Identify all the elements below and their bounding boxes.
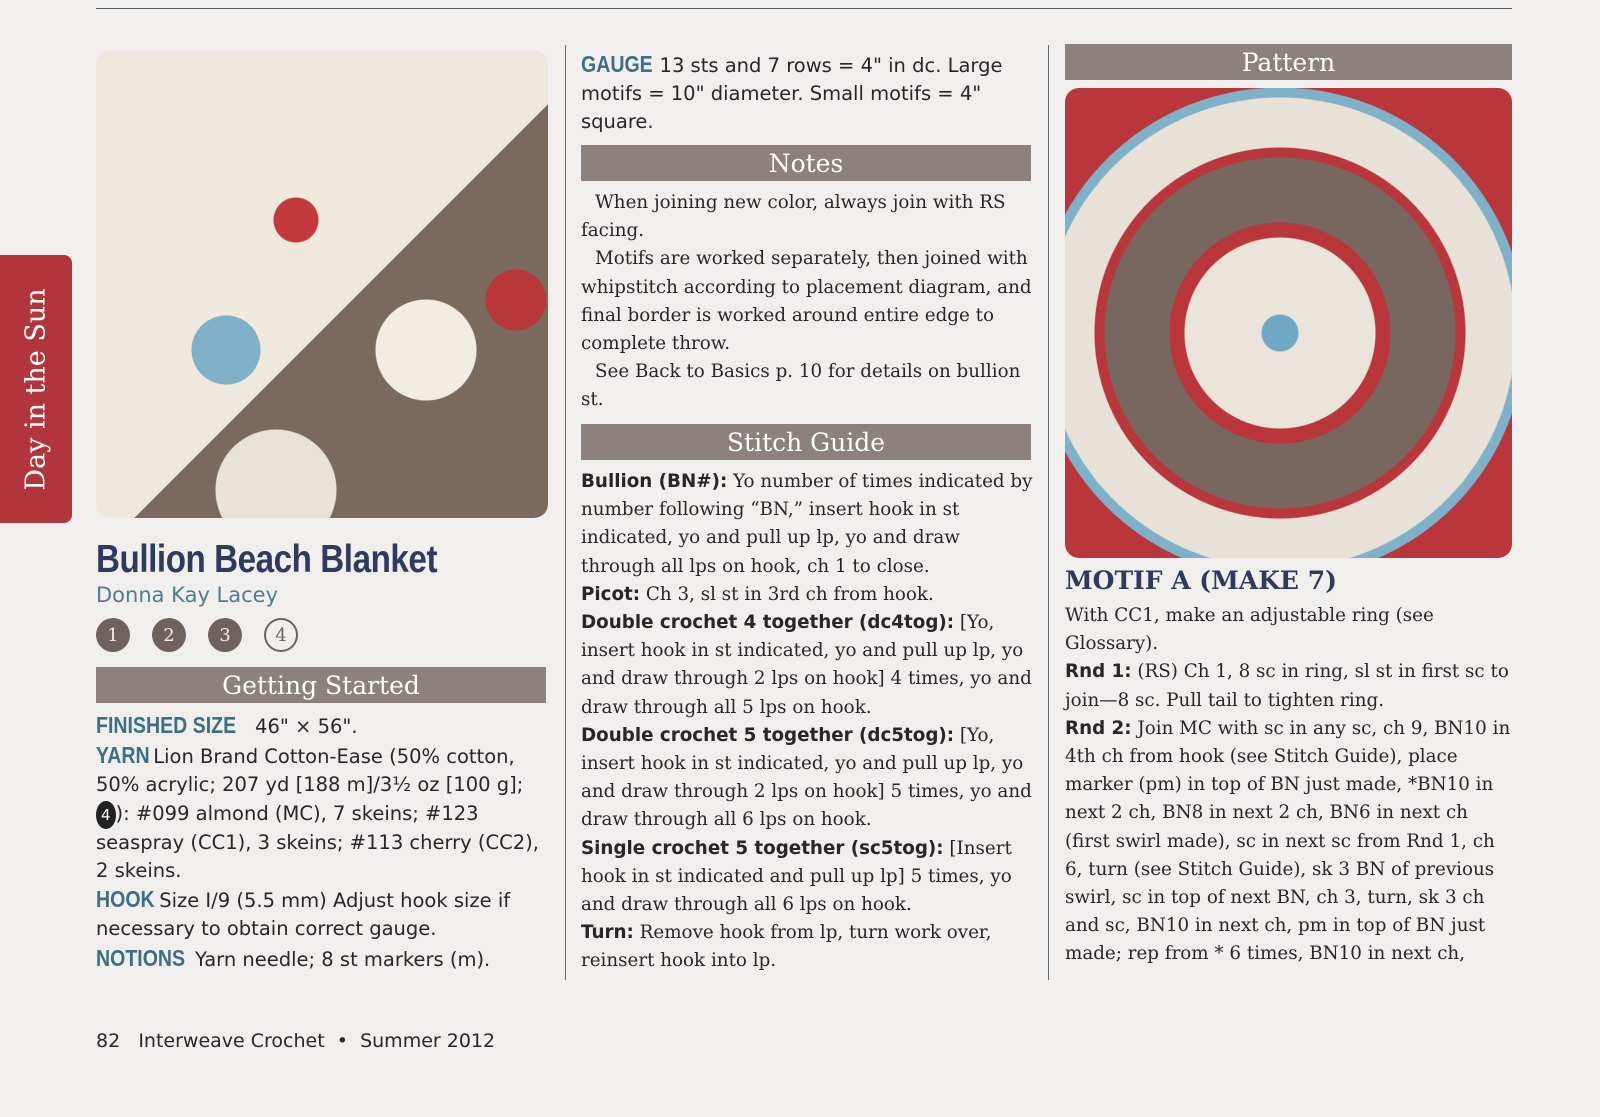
motif-intro: With CC1, make an adjustable ring (see Glossary). (1065, 605, 1434, 655)
skill-level-indicator (96, 618, 298, 652)
notions: NOTIONS Yarn needle; 8 st markers (m). (96, 944, 491, 971)
pattern-title: Bullion Beach Blanket (96, 538, 438, 581)
note-paragraph: When joining new color, always join with RS facing. (581, 192, 1006, 242)
note-paragraph: See Back to Basics p. 10 for details on bullion st. (581, 361, 1021, 411)
page-footer (96, 1030, 495, 1052)
stitch-entry: Double crochet 5 together (dc5tog): [Yo, insert hook in st indicated, yo and pull up lp, yo and draw through 2 lps on hook] 5 times, yo and draw through all 6 lps on hook. (581, 724, 1032, 831)
skill-level-3: 3 (208, 618, 242, 652)
designer-name: Donna Kay Lacey (96, 583, 279, 607)
stitch-entry: Turn: Remove hook from lp, turn work over, reinsert hook into lp. (581, 922, 992, 972)
section-tab: Day in the Sun (0, 255, 72, 523)
stitch-entry: Double crochet 4 together (dc4tog): [Yo, insert hook in st indicated, yo and pull up lp, yo and draw through 2 lps on hook] 4 times, yo and draw through all 5 lps on hook. (581, 612, 1032, 718)
stitch-entry: Single crochet 5 together (sc5tog): [Insert hook in st indicated and pull up lp] 5 times, yo and draw through all 6 lps on hook. (581, 837, 1012, 916)
getting-started-section (96, 711, 548, 974)
magazine-name: Interweave Crochet (138, 1030, 325, 1052)
pattern-instructions (1065, 602, 1515, 969)
stitch-guide-section (581, 468, 1033, 976)
hook: HOOK Size I/9 (5.5 mm) Adjust hook size if necessary to obtain correct gauge. (96, 886, 511, 941)
gauge: GAUGE 13 sts and 7 rows = 4" in dc. Large motifs = 10" diameter. Small motifs = 4" square. (581, 51, 1003, 134)
skill-level-2: 2 (152, 618, 186, 652)
motif-photo (1065, 88, 1512, 558)
skill-level-4: 4 (264, 618, 298, 652)
page-number: 82 (96, 1030, 121, 1052)
issue-name: Summer 2012 (360, 1030, 496, 1052)
motif-title: MOTIF A (MAKE 7) (1065, 566, 1337, 595)
yarn-weight-icon: 4 (96, 801, 116, 829)
round-instruction: Rnd 2: Join MC with sc in any sc, ch 9, BN10 in 4th ch from hook (see Stitch Guide), place marker (pm) in top of BN just made, *BN10 in next 2 ch, BN8 in next 2 ch, BN6 in next ch (first swirl made), sc in next sc from Rnd 1, ch 6, turn (see Stitch Guide), sk 3 BN of previous swirl, sc in top of next BN, ch 3, turn, sk 3 ch and sc, BN10 in next ch, pm in top of BN just made; rep from * 6 times, BN10 in next ch, (1065, 717, 1511, 965)
getting-started-heading: Getting Started (96, 667, 546, 703)
stitch-entry: Picot: Ch 3, sl st in 3rd ch from hook. (581, 583, 934, 605)
yarn: YARN Lion Brand Cotton-Ease (50% cotton, 50% acrylic; 207 yd [188 m]/3½ oz [100 g]; 4 ): #099 almond (MC), 7 skeins; #123 seaspray (CC1), 3 skeins; #113 cherry (CC2), 2 skeins. (96, 742, 539, 883)
column-divider (1048, 45, 1049, 980)
notes-section (581, 189, 1033, 415)
footer-separator: • (336, 1030, 348, 1052)
blanket-photo (96, 50, 548, 518)
finished-size: FINISHED SIZE 46" × 56". (96, 712, 358, 738)
notes-heading: Notes (581, 145, 1031, 181)
note-paragraph: Motifs are worked separately, then joined with whipstitch according to placement diagram, and final border is worked around entire edge to complete throw. (581, 248, 1032, 355)
column-divider (565, 45, 566, 980)
skill-level-1: 1 (96, 618, 130, 652)
stitch-entry: Bullion (BN#): Yo number of times indicated by number following “BN,” insert hook in st indicated, yo and pull up lp, yo and draw through all lps on hook, ch 1 to close. (581, 471, 1033, 577)
stitch-guide-heading: Stitch Guide (581, 424, 1031, 460)
round-instruction: Rnd 1: (RS) Ch 1, 8 sc in ring, sl st in first sc to join—8 sc. Pull tail to tighten ring. (1065, 661, 1509, 711)
pattern-heading: Pattern (1065, 44, 1512, 80)
top-rule (96, 8, 1512, 9)
